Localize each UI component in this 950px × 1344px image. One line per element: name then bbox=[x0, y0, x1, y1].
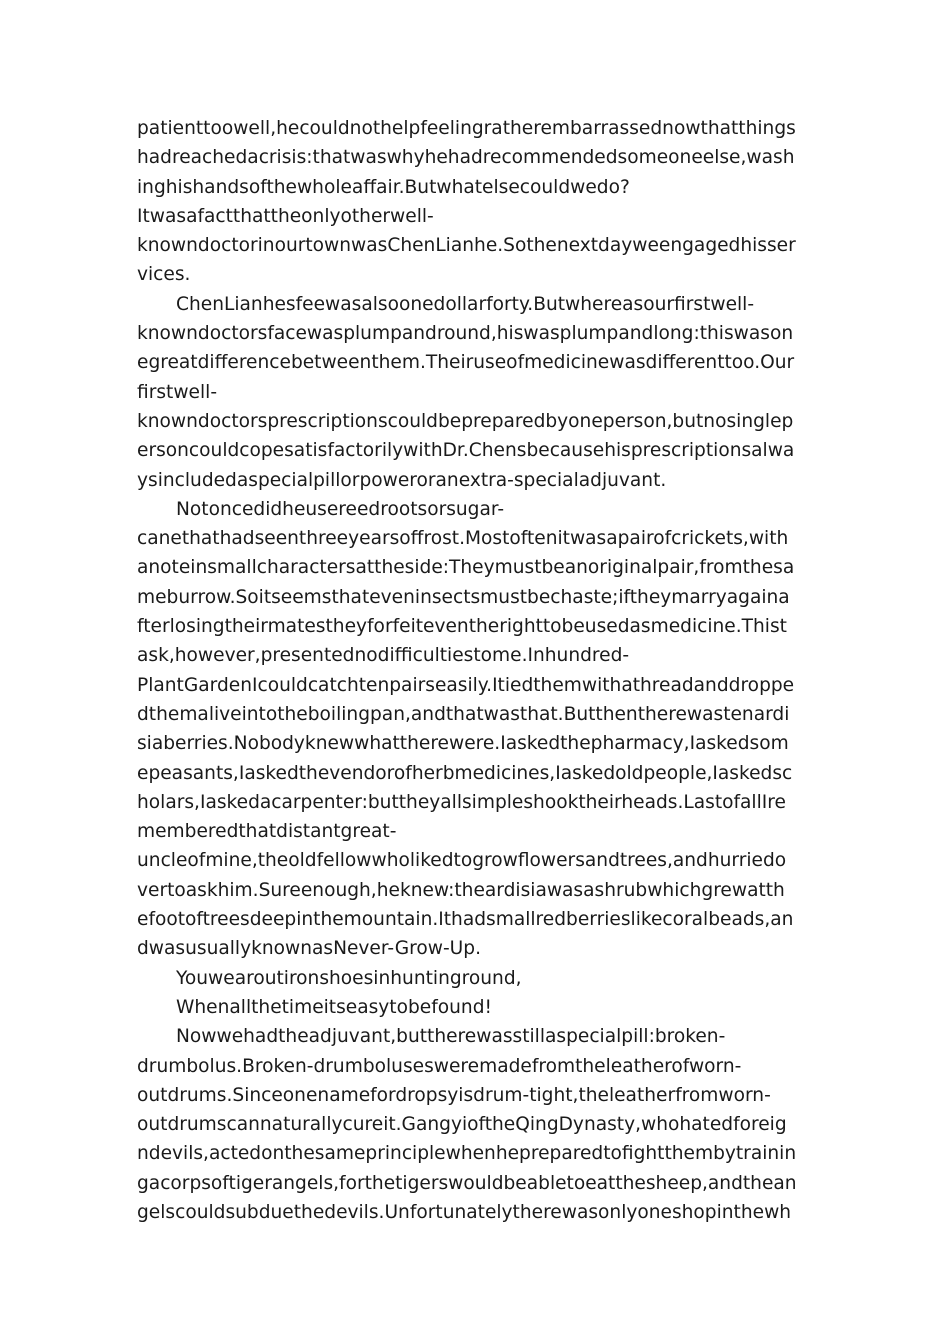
text-line: knowndoctorinourtownwasChenLianhe.Sothenextdayweengagedhisser bbox=[137, 235, 796, 257]
text-line: dwasusuallyknownasNever-Grow-Up. bbox=[137, 938, 481, 960]
text-line: gacorpsoftigerangels,forthetigerswouldbeabletoeatthesheep,andthean bbox=[137, 1172, 797, 1194]
text-line: hadreachedacrisis:thatwaswhyhehadrecommendedsomeoneelse,wash bbox=[137, 147, 795, 169]
body-text bbox=[137, 114, 827, 1227]
text-line: egreatdifferencebetweenthem.Theiruseofmedicinewasdifferenttoo.Our bbox=[137, 352, 795, 374]
text-line: dthemaliveintotheboilingpan,andthatwasthat.Butthentherewastenardi bbox=[137, 703, 790, 725]
text-line: ysincludedaspecialpillorpoweroranextra-specialadjuvant. bbox=[137, 469, 667, 491]
text-line: efootoftreesdeepinthemountain.Ithadsmallredberrieslikecoralbeads,an bbox=[137, 909, 794, 931]
text-line: epeasants,Iaskedthevendorofherbmedicines,Iaskedoldpeople,Iaskedsc bbox=[137, 762, 793, 784]
text-line: gelscouldsubduethedevils.Unfortunatelytherewasonlyoneshopinthewh bbox=[137, 1201, 792, 1223]
text-line: holars,Iaskedacarpenter:buttheyallsimpleshooktheirheads.LastofallIre bbox=[137, 791, 786, 813]
text-line: ndevils,actedonthesameprinciplewhenhepreparedtofightthembytrainin bbox=[137, 1143, 797, 1165]
text-line: canethathadseenthreeyearsoffrost.Mostoftenitwasapairofcrickets,with bbox=[137, 528, 789, 550]
text-line: knowndoctorsfacewasplumpandround,hiswasplumpandlong:thiswason bbox=[137, 323, 794, 345]
text-line: meburrow.Soitseemsthateveninsectsmustbechaste;iftheymarryagaina bbox=[137, 586, 790, 608]
text-line: Nowwehadtheadjuvant,buttherewasstillaspecialpill:broken- bbox=[176, 1026, 726, 1048]
text-line: ChenLianhesfeewasalsoonedollarforty.Butwhereasourfirstwell- bbox=[176, 293, 755, 315]
text-line: drumbolus.Broken-drumbolusesweremadefromtheleatherofworn- bbox=[137, 1055, 742, 1077]
text-line: PlantGardenIcouldcatchtenpairseasily.Itiedthemwithathreadanddroppe bbox=[137, 674, 795, 696]
text-line: ersoncouldcopesatisfactorilywithDr.Chensbecausehisprescriptionsalwa bbox=[137, 440, 795, 462]
text-line: outdrumscannaturallycureit.GangyioftheQingDynasty,whohatedforeig bbox=[137, 1114, 787, 1136]
text-line: memberedthatdistantgreat- bbox=[137, 821, 397, 843]
text-line: vices. bbox=[137, 264, 191, 286]
text-line: inghishandsofthewholeaffair.Butwhatelsecouldwedo? bbox=[137, 176, 630, 198]
text-line: ask,however,presentednodifficultiestome.Inhundred- bbox=[137, 645, 630, 667]
text-line: knowndoctorsprescriptionscouldbepreparedbyoneperson,butnosinglep bbox=[137, 410, 794, 432]
text-line: Whenallthetimeitseasytobefound! bbox=[176, 996, 492, 1018]
text-line: anoteinsmallcharactersattheside:Theymustbeanoriginalpair,fromthesa bbox=[137, 557, 795, 579]
text-line: firstwell- bbox=[137, 381, 218, 403]
text-line: outdrums.Sinceonenamefordropsyisdrum-tight,theleatherfromworn- bbox=[137, 1084, 771, 1106]
text-line: fterlosingtheirmatestheyforfeiteventherighttobeusedasmedicine.Thist bbox=[137, 616, 787, 638]
text-line: vertoaskhim.Sureenough,heknew:theardisiawasashrubwhichgrewatth bbox=[137, 879, 785, 901]
text-line: uncleofmine,theoldfellowwholikedtogrowflowersandtrees,andhurriedo bbox=[137, 850, 787, 872]
text-line: Itwasafactthattheonlyotherwell- bbox=[137, 205, 434, 227]
text-line: Notoncedidheusereedrootsorsugar- bbox=[176, 498, 505, 520]
text-line: Youwearoutironshoesinhuntinground, bbox=[176, 967, 522, 989]
text-line: patienttoowell,hecouldnothelpfeelingratherembarrassednowthatthings bbox=[137, 118, 796, 139]
text-line: siaberries.Nobodyknewwhattherewere.Iaskedthepharmacy,Iaskedsom bbox=[137, 733, 789, 755]
